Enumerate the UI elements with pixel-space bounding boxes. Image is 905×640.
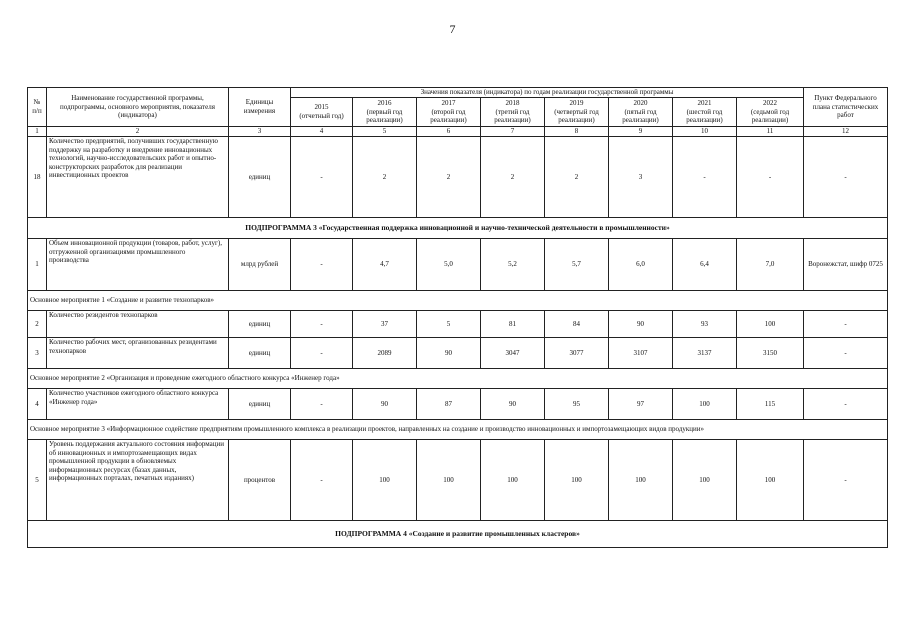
indicator-value: 90 (481, 389, 545, 420)
year-label: 2019 (569, 99, 584, 108)
header-unit: Единицы измерения (229, 88, 291, 127)
indicator-value: 100 (737, 311, 804, 338)
indicator-value: 100 (545, 440, 609, 521)
indicator-value: 5 (417, 311, 481, 338)
indicator-unit: млрд рублей (229, 239, 291, 291)
row-number: 5 (28, 440, 47, 521)
indicator-value: 100 (417, 440, 481, 521)
indicator-value: 2 (353, 137, 417, 218)
indicator-value: - (291, 239, 353, 291)
indicator-name: Уровень поддержания актуального состояния информации об инновационных и импортозамещающих видах промышленной продукции в обновляемых информационных ресурсах (базах данных, информационных порталах, печатных изданиях) (47, 440, 229, 521)
indicator-value: - (291, 440, 353, 521)
indicator-name: Количество предприятий, получивших государственную поддержку на разработку и внедрение инновационных технологий, научно-исследовательских работ и опытно-конструкторских разработок для реализации инвестиционных проектов (47, 137, 229, 218)
header-year (737, 98, 804, 127)
row-number: 2 (28, 311, 47, 338)
table-row (28, 440, 888, 521)
indicator-value: 100 (673, 440, 737, 521)
table-row (28, 311, 888, 338)
page-number: 7 (449, 22, 456, 36)
indicator-value: 6,0 (609, 239, 673, 291)
column-number: 9 (609, 127, 673, 137)
year-note: (отчетный год) (299, 112, 344, 120)
row-number: 4 (28, 389, 47, 420)
statistical-plan-item: - (804, 338, 888, 369)
table-body (28, 137, 888, 548)
column-number: 2 (47, 127, 229, 137)
indicator-value: 100 (481, 440, 545, 521)
indicator-unit: процентов (229, 440, 291, 521)
header-name: Наименование государственной программы, подпрограммы, основного мероприятия, показателя (индикатора) (47, 88, 229, 127)
indicator-value: 115 (737, 389, 804, 420)
header-year (353, 98, 417, 127)
subprogram-heading-row (28, 521, 888, 548)
column-number: 12 (804, 127, 888, 137)
main-activity-row (28, 291, 888, 311)
header-values-group: Значения показателя (индикатора) по годам реализации государственной программы (291, 88, 804, 98)
indicator-value: - (673, 137, 737, 218)
subprogram-title: ПОДПРОГРАММА 3 «Государственная поддержка инновационной и научно-технической деятельности в промышленности» (28, 218, 888, 239)
row-number: 3 (28, 338, 47, 369)
row-number: 18 (28, 137, 47, 218)
indicator-value: 81 (481, 311, 545, 338)
indicator-value: - (291, 311, 353, 338)
subprogram-heading-row (28, 218, 888, 239)
column-number: 1 (28, 127, 47, 137)
indicator-value: 37 (353, 311, 417, 338)
indicator-value: - (737, 137, 804, 218)
statistical-plan-item: - (804, 440, 888, 521)
indicator-value: 100 (609, 440, 673, 521)
indicator-value: 5,7 (545, 239, 609, 291)
header-year (481, 98, 545, 127)
header-year (545, 98, 609, 127)
main-activity-row (28, 369, 888, 389)
column-number-row (28, 127, 888, 137)
indicator-value: 95 (545, 389, 609, 420)
year-label: 2018 (505, 99, 520, 108)
main-activity-row (28, 420, 888, 440)
indicator-value: 5,0 (417, 239, 481, 291)
main-activity-title: Основное мероприятие 1 «Создание и развитие технопарков» (28, 291, 888, 311)
indicator-name: Количество участников ежегодного областного конкурса «Инженер года» (47, 389, 229, 420)
column-number: 5 (353, 127, 417, 137)
indicator-value: 4,7 (353, 239, 417, 291)
year-label: 2022 (763, 99, 777, 108)
column-number: 3 (229, 127, 291, 137)
indicator-value: 100 (673, 389, 737, 420)
year-label: 2017 (441, 99, 456, 108)
statistical-plan-item: - (804, 311, 888, 338)
header-year (609, 98, 673, 127)
indicator-unit: единиц (229, 338, 291, 369)
indicator-value: 3077 (545, 338, 609, 369)
indicator-value: 90 (353, 389, 417, 420)
year-label: 2020 (633, 99, 648, 108)
indicator-name: Количество рабочих мест, организованных резидентами технопарков (47, 338, 229, 369)
indicator-value: 2089 (353, 338, 417, 369)
header-year (291, 98, 353, 127)
column-number: 7 (481, 127, 545, 137)
column-number: 6 (417, 127, 481, 137)
statistical-plan-item: - (804, 389, 888, 420)
year-note: (седьмой год реализации) (750, 107, 790, 125)
indicator-value: 2 (481, 137, 545, 218)
year-label: 2021 (697, 99, 712, 108)
column-number: 11 (737, 127, 804, 137)
column-number: 4 (291, 127, 353, 137)
indicator-value: 3137 (673, 338, 737, 369)
indicator-value: 6,4 (673, 239, 737, 291)
indicator-value: 2 (545, 137, 609, 218)
indicator-value: 87 (417, 389, 481, 420)
table-header (28, 88, 888, 137)
statistical-plan-item: - (804, 137, 888, 218)
indicator-value: 5,2 (481, 239, 545, 291)
indicator-unit: единиц (229, 137, 291, 218)
header-year (673, 98, 737, 127)
indicator-name: Количество резидентов технопарков (47, 311, 229, 338)
year-label: 2015 (314, 103, 329, 112)
table-row (28, 239, 888, 291)
main-activity-title: Основное мероприятие 3 «Информационное содействие предприятиям промышленного комплекса в реализации проектов, направленных на создание и производство инновационных и импортозамещающих видов продукции» (28, 420, 888, 440)
indicator-value: 3107 (609, 338, 673, 369)
indicator-value: 100 (353, 440, 417, 521)
header-year (417, 98, 481, 127)
indicators-table (27, 87, 888, 548)
table-row (28, 137, 888, 218)
indicator-value: 93 (673, 311, 737, 338)
row-number: 1 (28, 239, 47, 291)
indicator-value: - (291, 389, 353, 420)
indicator-value: 3150 (737, 338, 804, 369)
year-note: (шестой год реализации) (686, 107, 723, 125)
indicator-value: 97 (609, 389, 673, 420)
column-number: 10 (673, 127, 737, 137)
subprogram-title: ПОДПРОГРАММА 4 «Создание и развитие промышленных кластеров» (28, 521, 888, 548)
indicator-value: 3047 (481, 338, 545, 369)
indicator-value: 3 (609, 137, 673, 218)
statistical-plan-item: Воронежстат, шифр 0725 (804, 239, 888, 291)
indicator-value: - (291, 137, 353, 218)
indicator-value: 90 (609, 311, 673, 338)
year-note: (четвертый год реализации) (554, 107, 599, 125)
indicator-name: Объем инновационной продукции (товаров, работ, услуг), отгруженной организациями промышленного производства (47, 239, 229, 291)
indicator-value: 2 (417, 137, 481, 218)
indicator-value: 7,0 (737, 239, 804, 291)
indicator-value: - (291, 338, 353, 369)
indicator-value: 90 (417, 338, 481, 369)
indicator-unit: единиц (229, 311, 291, 338)
year-note: (второй год реализации) (430, 107, 467, 125)
year-note: (третий год реализации) (494, 107, 531, 125)
header-plan: Пункт Федерального плана статистических работ (804, 88, 888, 127)
table-row (28, 389, 888, 420)
indicator-value: 84 (545, 311, 609, 338)
year-note: (пятый год реализации) (622, 107, 659, 125)
year-label: 2016 (377, 99, 392, 108)
table-row (28, 338, 888, 369)
column-number: 8 (545, 127, 609, 137)
header-no: № п/п (28, 88, 47, 127)
main-activity-title: Основное мероприятие 2 «Организация и проведение ежегодного областного конкурса «Инженер года» (28, 369, 888, 389)
indicator-unit: единиц (229, 389, 291, 420)
year-note: (первый год реализации) (366, 107, 403, 125)
indicator-value: 100 (737, 440, 804, 521)
